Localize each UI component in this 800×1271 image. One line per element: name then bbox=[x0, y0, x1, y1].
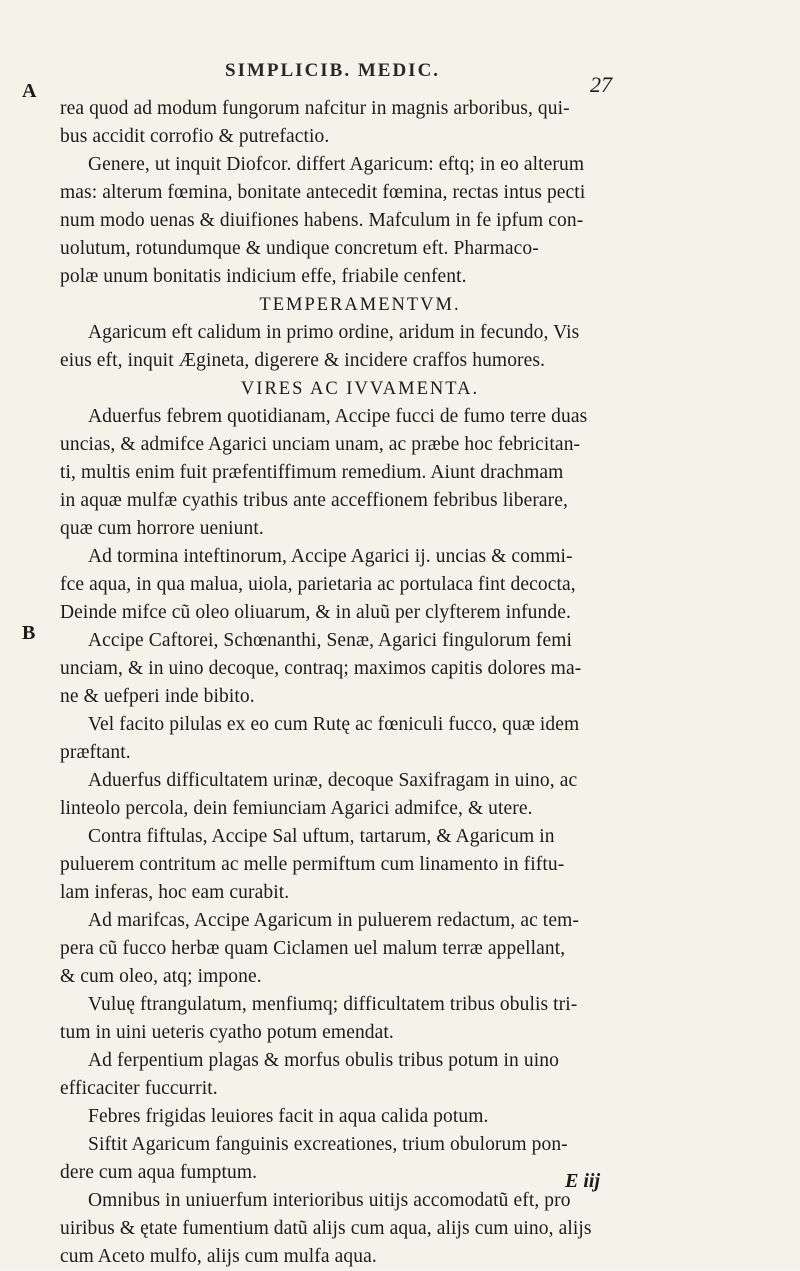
text-line: num modo uenas & diuifiones habens. Mafculum in fe ipfum con- bbox=[60, 210, 584, 231]
signature-mark: E iij bbox=[565, 1170, 601, 1192]
text-line: Genere, ut inquit Diofcor. differt Agaricum: eftq; in eo alterum bbox=[88, 154, 585, 175]
page-number: 27 bbox=[590, 72, 612, 97]
text-line: Ad marifcas, Accipe Agaricum in puluerem redactum, ac tem- bbox=[88, 910, 579, 931]
text-line: Deinde mifce cũ oleo oliuarum, & in aluũ per clyfterem infunde. bbox=[60, 602, 571, 623]
text-line: uiribus & ętate fumentium datũ alijs cum aqua, alijs cum uino, alijs bbox=[60, 1218, 592, 1239]
text-line: puluerem contritum ac melle permiftum cum linamento in fiftu- bbox=[60, 854, 565, 875]
text-line: pera cũ fucco herbæ quam Ciclamen uel malum terræ appellant, bbox=[60, 938, 566, 959]
text-line: dere cum aqua fumptum. bbox=[60, 1162, 258, 1183]
text-line: uolutum, rotundumque & undique concretum eft. Pharmaco- bbox=[60, 238, 539, 259]
text-line: in aquæ mulfæ cyathis tribus ante acceffionem febribus liberare, bbox=[60, 490, 569, 511]
text-line: Contra fiftulas, Accipe Sal uftum, tartarum, & Agaricum in bbox=[88, 826, 555, 847]
text-line: Febres frigidas leuiores facit in aqua calida potum. bbox=[88, 1106, 489, 1127]
page-header bbox=[0, 60, 800, 97]
text-line: Ad ferpentium plagas & morfus obulis tribus potum in uino bbox=[88, 1050, 559, 1071]
text-line: Aduerfus febrem quotidianam, Accipe fucci de fumo terre duas bbox=[88, 406, 588, 427]
text-line: Omnibus in uniuerfum interioribus uitijs accomodatũ eft, pro bbox=[88, 1190, 571, 1211]
margin-letter-a: A bbox=[22, 80, 37, 102]
text-line: uncias, & admifce Agarici unciam unam, ac præbe hoc febricitan- bbox=[60, 434, 581, 455]
text-line: ti, multis enim fuit præfentiffimum remedium. Aiunt drachmam bbox=[60, 462, 564, 483]
text-line: Siftit Agaricum fanguinis excreationes, trium obulorum pon- bbox=[88, 1134, 568, 1155]
text-line: efficaciter fuccurrit. bbox=[60, 1078, 218, 1099]
text-line: tum in uini ueteris cyatho potum emendat. bbox=[60, 1022, 394, 1043]
running-head: SIMPLICIB. MEDIC. bbox=[225, 60, 441, 81]
text-line: bus accidit corrofio & putrefactio. bbox=[60, 126, 330, 147]
section-heading: TEMPERAMENTVM. bbox=[259, 295, 461, 315]
text-line: præftant. bbox=[60, 742, 131, 763]
text-line: mas: alterum fœmina, bonitate antecedit fœmina, rectas intus pecti bbox=[60, 182, 586, 203]
text-line: ne & uefperi inde bibito. bbox=[60, 686, 255, 707]
text-line: eius eft, inquit Ægineta, digerere & incidere craffos humores. bbox=[60, 350, 546, 371]
margin-letter-b: B bbox=[22, 622, 36, 644]
text-line: Ad tormina inteftinorum, Accipe Agarici ij. uncias & commi- bbox=[88, 546, 573, 567]
text-line: Vel facito pilulas ex eo cum Rutę ac fœniculi fucco, quæ idem bbox=[88, 714, 580, 735]
text-line: lam inferas, hoc eam curabit. bbox=[60, 882, 290, 903]
text-line: quæ cum horrore ueniunt. bbox=[60, 518, 264, 539]
text-line: Aduerfus difficultatem urinæ, decoque Saxifragam in uino, ac bbox=[88, 770, 578, 791]
text-line: cum Aceto mulfo, alijs cum mulfa aqua. bbox=[60, 1246, 377, 1267]
text-line: & cum oleo, atq; impone. bbox=[60, 966, 262, 987]
text-line: Vuluę ftrangulatum, menfiumq; difficultatem tribus obulis tri- bbox=[88, 994, 578, 1015]
section-heading: VIRES AC IVVAMENTA. bbox=[240, 379, 480, 399]
text-line: rea quod ad modum fungorum nafcitur in magnis arboribus, qui- bbox=[60, 98, 570, 119]
text-line: fce aqua, in qua malua, uiola, parietaria ac portulaca fint decocta, bbox=[60, 574, 576, 595]
text-line: polæ unum bonitatis indicium effe, friabile cenfent. bbox=[60, 266, 467, 287]
text-line: Agaricum eft calidum in primo ordine, aridum in fecundo, Vis bbox=[88, 322, 580, 343]
text-line: linteolo percola, dein femiunciam Agarici admifce, & utere. bbox=[60, 798, 533, 819]
page-footer bbox=[0, 1170, 800, 1200]
text-line: Accipe Caftorei, Schœnanthi, Senæ, Agarici fingulorum femi bbox=[88, 630, 572, 651]
text-line: unciam, & in uino decoque, contraq; maximos capitis dolores ma- bbox=[60, 658, 582, 679]
